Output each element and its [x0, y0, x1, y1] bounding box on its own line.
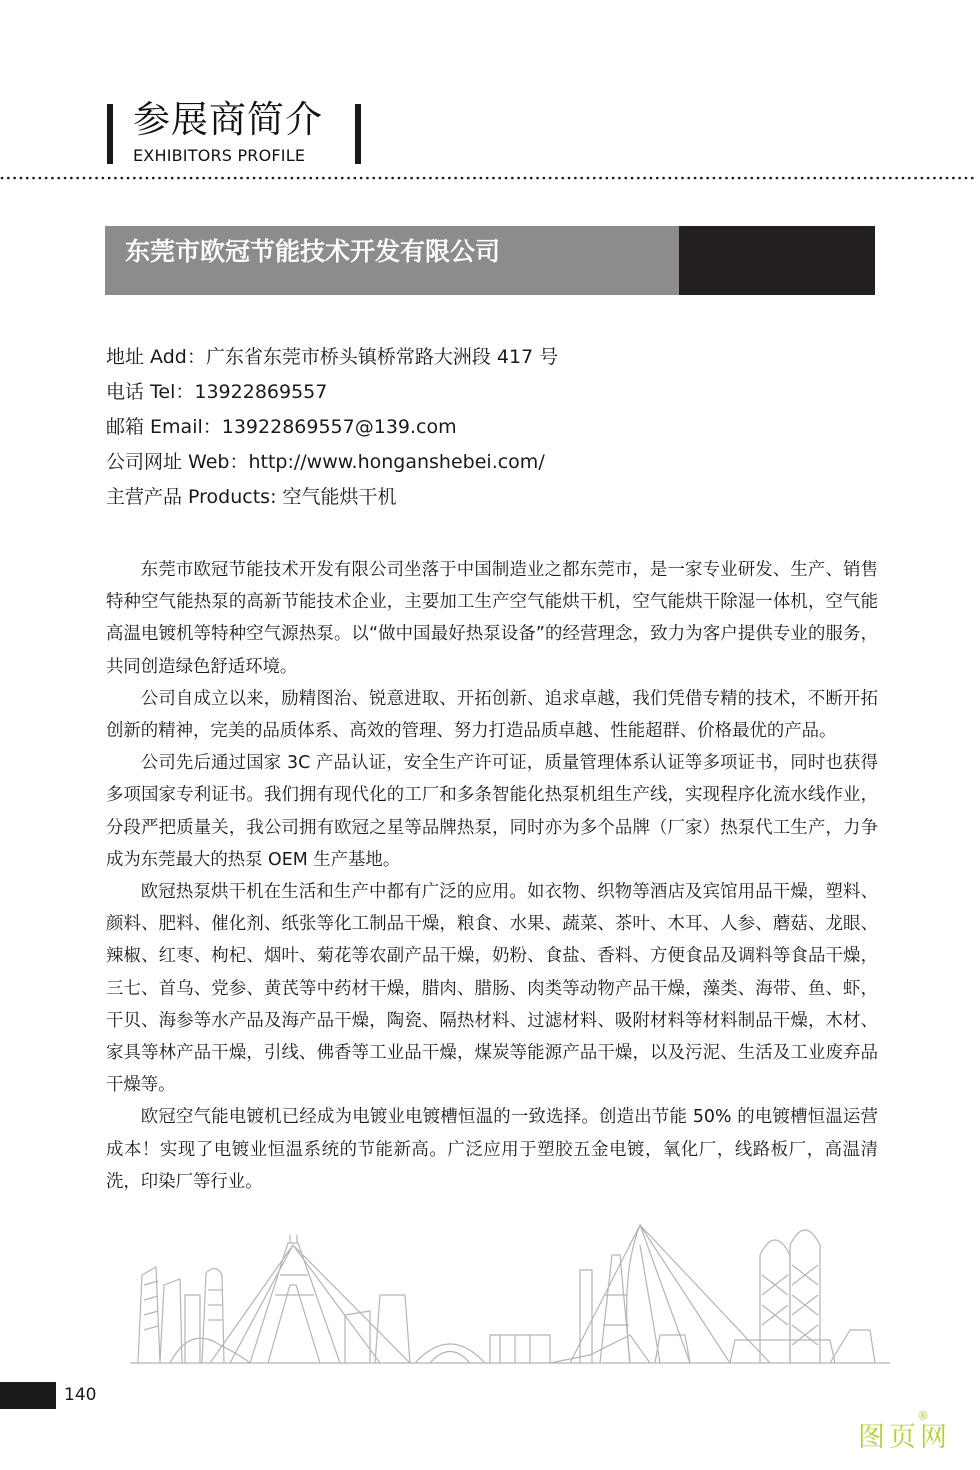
paragraph: 公司先后通过国家 3C 产品认证，安全生产许可证，质量管理体系认证等多项证书，同时也获得多项国家专利证书。我们拥有现代化的工厂和多条智能化热泵机组生产线，实现程序化流水线作业，分段严把质量关，我公司拥有欧冠之星等品牌热泵，同时亦为多个品牌（厂家）热泵代工生产，力争成为东莞最大的热泵 OEM 生产基地。: [106, 753, 878, 870]
dotted-divider: [0, 176, 980, 180]
page-number: 140: [64, 1385, 97, 1405]
watermark-logo: 图页网: [858, 1422, 951, 1453]
company-banner: [105, 226, 875, 295]
header-bar-right: [355, 104, 361, 164]
header-bar-left: [107, 104, 113, 164]
contact-info: [106, 340, 558, 515]
banner-dark-block: [679, 226, 875, 295]
contact-email: 邮箱 Email：13922869557@139.com: [106, 416, 457, 438]
contact-web: 公司网址 Web：http://www.honganshebei.com/: [106, 451, 545, 473]
city-skyline-illustration: [130, 1215, 890, 1370]
watermark-registered-mark: ®: [917, 1409, 929, 1423]
page-number-block: [0, 1382, 56, 1409]
page-subtitle: EXHIBITORS PROFILE: [133, 146, 306, 165]
paragraph: 欧冠空气能电镀机已经成为电镀业电镀槽恒温的一致选择。创造出节能 50% 的电镀槽恒温运营成本！实现了电镀业恒温系统的节能新高。广泛应用于塑胶五金电镀，氧化厂，线路板厂，高温清洗，印染厂等行业。: [106, 1107, 878, 1192]
company-name: 东莞市欧冠节能技术开发有限公司: [125, 237, 501, 266]
contact-address: 地址 Add：广东省东莞市桥头镇桥常路大洲段 417 号: [106, 346, 559, 368]
paragraph: 东莞市欧冠节能技术开发有限公司坐落于中国制造业之都东莞市，是一家专业研发、生产、销售特种空气能热泵的高新节能技术企业，主要加工生产空气能烘干机，空气能烘干除湿一体机，空气能高温电镀机等特种空气源热泵。以“做中国最好热泵设备”的经营理念，致力为客户提供专业的服务，共同创造绿色舒适环境。: [106, 560, 878, 677]
paragraph: 公司自成立以来，励精图治、锐意进取、开拓创新、追求卓越，我们凭借专精的技术，不断开拓创新的精神，完美的品质体系、高效的管理、努力打造品质卓越、性能超群、价格最优的产品。: [106, 688, 878, 742]
paragraph: 欧冠热泵烘干机在生活和生产中都有广泛的应用。如衣物、织物等酒店及宾馆用品干燥，塑料、颜料、肥料、催化剂、纸张等化工制品干燥，粮食、水果、蔬菜、茶叶、木耳、人参、蘑菇、龙眼、辣椒、红枣、枸杞、烟叶、菊花等农副产品干燥，奶粉、食盐、香料、方便食品及调料等食品干燥，三七、首乌、党参、黄芪等中药材干燥，腊肉、腊肠、肉类等动物产品干燥，藻类、海带、鱼、虾，干贝、海参等水产品及海产品干燥，陶瓷、隔热材料、过滤材料、吸附材料等材料制品干燥，木材、家具等林产品干燥，引线、佛香等工业品干燥，煤炭等能源产品干燥，以及污泥、生活及工业废弃品干燥等。: [106, 882, 878, 1096]
page-title: 参展商简介: [133, 98, 323, 141]
contact-phone: 电话 Tel：13922869557: [106, 381, 328, 403]
company-description: [106, 554, 878, 1198]
contact-products: 主营产品 Products: 空气能烘干机: [106, 486, 397, 508]
